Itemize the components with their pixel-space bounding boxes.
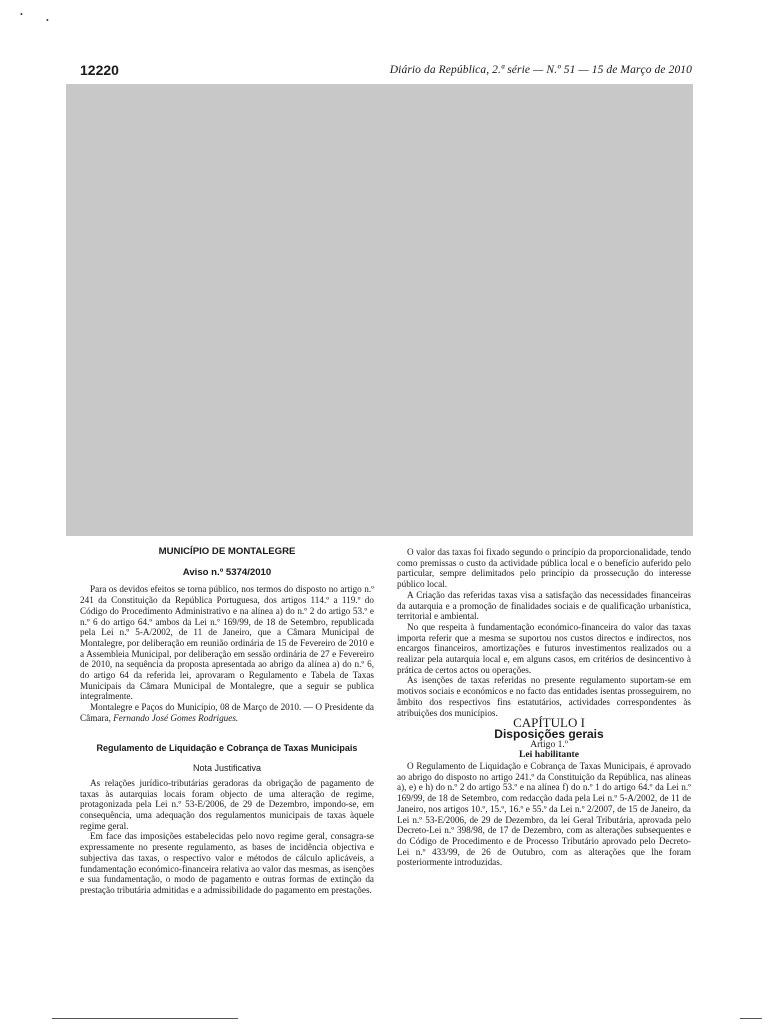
notice-heading: Aviso n.º 5374/2010 <box>182 566 272 578</box>
justification-paragraph: As relações jurídico-tributárias geradoras da obrigação de pagamento de taxas às autarquias locais foram objecto de uma alteração de regime, protagonizada pela Lei n.º 53-E/2006, de 29 de Dezembro, impondo-se, em consequência, uma adequação dos regulamentos municipais de taxas àquele regime geral. <box>80 777 374 831</box>
left-column <box>80 547 374 896</box>
justification-paragraph: Em face das imposições estabelecidas pelo novo regime geral, consagra-se expressamente no presente regulamento, as bases de incidência objectiva e subjectiva das taxas, o respectivo valor e métodos de cálculo aplicáveis, a fundamentação económico-financeira relativa ao valor das mesmas, as isenções e sua fundamentação, o modo de pagamento e outras formas de extinção da prestação tributária admitidas e a admissibilidade do pagamento em prestações. <box>80 831 374 895</box>
body-paragraph: O valor das taxas foi fixado segundo o princípio da proporcionalidade, tendo como premissas o custo da actividade pública local e o benefício auferido pelo particular, sempre delimitados pelo princípio da prossecução do interesse público local. <box>397 547 691 590</box>
regulation-title: Regulamento de Liquidação e Cobrança de Taxas Municipais <box>96 742 358 753</box>
article-number: Artigo 1.º <box>530 738 568 750</box>
scan-mark: • <box>46 16 49 25</box>
notice-paragraph: Para os devidos efeitos se torna público, nos termos do disposto no artigo n.º 241 da Constituição da República Portuguesa, dos artigos 114.º a 119.º do Código do Procedimento Administrativo e na alínea a) do n.º 2 do artigo 53.º e n.º 6 do artigo 64.º ambos da Lei n.º 169/99, de 18 de Setembro, republicada pela Lei n.º 5-A/2002, de 11 de Janeiro, que a Câmara Municipal de Montalegre, por deliberação em reunião ordinária de 15 de Fevereiro de 2010 e a Assembleia Municipal, por deliberação em sessão ordinária de 27 e Fevereiro de 2010, na sequência da proposta apresentada ao abrigo da alínea a) do n.º 6, do artigo 64 da referida lei, aprovaram o Regulamento e Tabela de Taxas Municipais da Câmara Municipal de Montalegre, que a seguir se publica integralmente. <box>80 584 374 702</box>
running-head: Diário da República, 2.ª série — N.º 51 — 15 de Março de 2010 <box>389 64 692 76</box>
signature-text: Montalegre e Paços do Município, 08 de Março de 2010. — O Presidente da Câmara, <box>80 702 374 723</box>
signature-name: Fernando José Gomes Rodrigues. <box>113 712 239 723</box>
body-paragraph: A Criação das referidas taxas visa a satisfação das necessidades financeiras da autarquia e a promoção de finalidades sociais e de qualificação urbanística, territorial e ambiental. <box>397 589 691 622</box>
justification-heading: Nota Justificativa <box>192 763 262 774</box>
chapter-heading: CAPÍTULO I <box>513 715 585 731</box>
footer-rule <box>740 1018 762 1019</box>
body-paragraph: As isenções de taxas referidas no presente regulamento suportam-se em motivos sociais e económicos e no facto das entidades isentas prosseguirem, no âmbito dos respectivos fins estatutários, actividades correspondentes às atribuições dos municípios. <box>397 675 691 718</box>
redacted-image-area <box>66 84 693 536</box>
article-paragraph: O Regulamento de Liquidação e Cobrança de Taxas Municipais, é aprovado ao abrigo do disposto no artigo 241.º da Constituição da República, nas alíneas a), e) e h) do n.º 2 do artigo 53.º e na alínea f) do n.º 1 do artigo 64.º da Lei n.º 169/99, de 18 de Setembro, com redacção dada pela Lei n.º 5-A/2002, de 11 de Janeiro, nos artigos 10.º, 15.º, 16.º e 55.º da Lei n.º 2/2007, de 15 de Janeiro, da Lei n.º 53-E/2006, de 29 de Dezembro, da lei Geral Tributária, aprovada pelo Decreto-Lei n.º 398/98, de 17 de Dezembro, com as alterações subsequentes e do Código de Procedimento e de Processo Tributário aprovado pelo Decreto-Lei n.º 433/99, de 26 de Outubro, com as alterações que lhe foram posteriormente introduzidas. <box>397 761 691 868</box>
scan-mark: • <box>20 10 23 19</box>
signature-paragraph <box>80 702 374 723</box>
chapter-title: Disposições gerais <box>494 726 604 741</box>
body-paragraph: No que respeita à fundamentação económico-financeira do valor das taxas importa referir que a mesma se suportou nos custos directos e indirectos, nos encargos financeiros, amortizações e futuros investimentos realizados ou a realizar pela autarquia local e, em alguns casos, em critérios de desincentivo à prática de certos actos ou operações. <box>397 621 691 675</box>
footer-rule <box>52 1018 238 1019</box>
municipality-heading: MUNICÍPIO DE MONTALEGRE <box>158 546 296 557</box>
right-column <box>397 547 691 868</box>
page-number: 12220 <box>80 62 119 78</box>
article-title: Lei habilitante <box>519 749 579 761</box>
